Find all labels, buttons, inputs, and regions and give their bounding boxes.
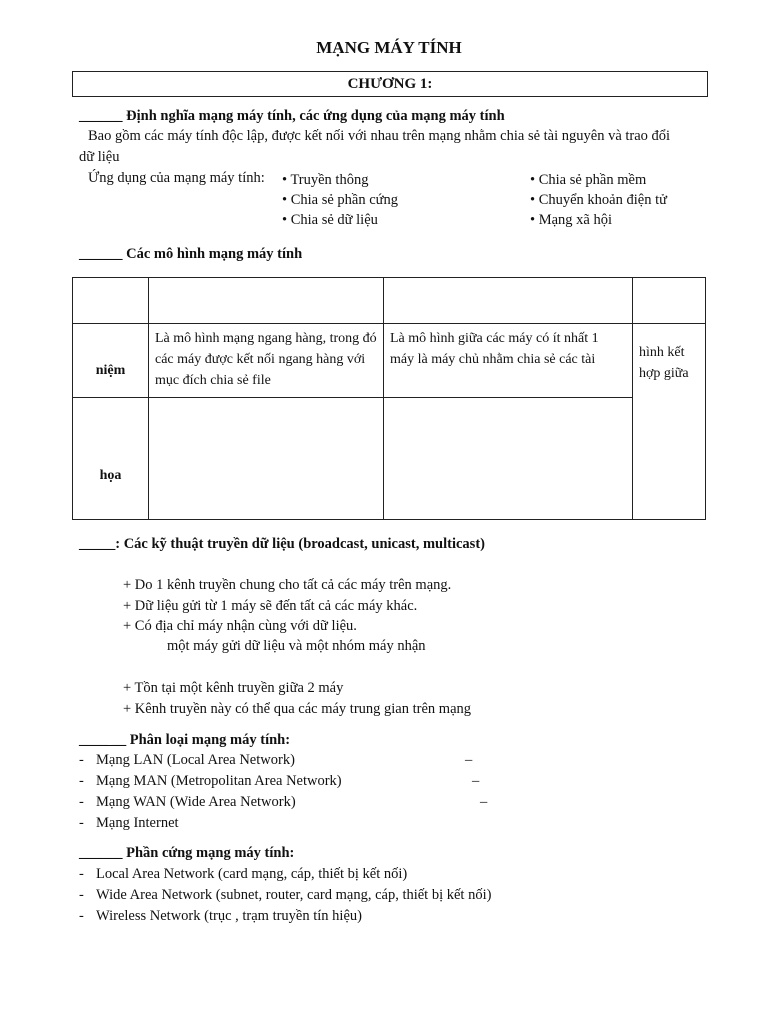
blank-line: ____ __: [79, 732, 127, 748]
unicast-line-1: + Tồn tại một kênh truyền giữa 2 máy: [123, 680, 344, 696]
cell-peer-to-peer: Là mô hình mạng ngang hàng, trong đó các máy được kết nối ngang hàng với mục đích chia sẻ file: [149, 324, 384, 398]
list-item-dash: -: [79, 815, 84, 831]
list-item-dash: -: [79, 866, 84, 882]
row-label-concept: niệm: [73, 324, 149, 398]
table-cell: [149, 398, 384, 520]
list-item-tail: –: [465, 752, 473, 768]
list-item: • Chia sẻ phần mềm: [530, 172, 647, 188]
broadcast-line-3: + Có địa chỉ máy nhận cùng với dữ liệu.: [123, 618, 357, 634]
broadcast-line-1: + Do 1 kênh truyền chung cho tất cả các máy trên mạng.: [123, 577, 452, 593]
section-2-heading: [79, 246, 302, 263]
multicast-line: một máy gửi dữ liệu và một nhóm máy nhận: [167, 638, 426, 654]
table-cell: [149, 278, 384, 324]
list-item: • Chuyển khoản điện tử: [530, 192, 667, 208]
blank-line: ______: [79, 845, 123, 861]
chapter-heading: CHƯƠNG 1:: [72, 71, 708, 97]
network-type-internet: Mạng Internet: [96, 815, 179, 831]
list-item-tail: –: [472, 773, 480, 789]
definition-line-1: Bao gồm các máy tính độc lập, được kết nối với nhau trên mạng nhằm chia sẻ tài nguyên và trao đổi: [88, 128, 671, 144]
broadcast-line-2: + Dữ liệu gửi từ 1 máy sẽ đến tất cả các máy khác.: [123, 598, 418, 614]
blank-line: ______: [79, 108, 123, 124]
hardware-wan: Wide Area Network (subnet, router, card mạng, cáp, thiết bị kết nối): [96, 887, 492, 903]
list-item: • Chia sẻ phần cứng: [282, 192, 399, 208]
hardware-wireless: Wireless Network (trục , trạm truyền tín hiệu): [96, 908, 362, 924]
list-item-dash: -: [79, 908, 84, 924]
section-3-title: : Các kỹ thuật truyền dữ liệu (broadcast, unicast, multicast): [115, 536, 485, 552]
list-item-dash: -: [79, 752, 84, 768]
table-cell: [384, 278, 633, 324]
list-item: • Chia sẻ dữ liệu: [282, 212, 378, 228]
list-item: • Mạng xã hội: [530, 212, 612, 228]
table-cell: [633, 278, 706, 324]
applications-list-1: [282, 170, 398, 230]
section-5-heading: [79, 845, 294, 862]
list-item-tail: –: [480, 794, 488, 810]
table-cell: [384, 398, 633, 520]
cell-client-server: Là mô hình giữa các máy có ít nhất 1 máy là máy chủ nhằm chia sẻ các tài: [384, 324, 633, 398]
list-item-dash: -: [79, 887, 84, 903]
network-type-wan: Mạng WAN (Wide Area Network): [96, 794, 296, 810]
blank-line: _____: [79, 536, 116, 552]
network-models-table: [72, 277, 706, 520]
section-2-title: Các mô hình mạng máy tính: [122, 246, 303, 262]
section-3-heading: [79, 536, 485, 553]
section-1-title: Định nghĩa mạng máy tính, các ứng dụng của mạng máy tính: [122, 108, 505, 124]
network-type-lan: Mạng LAN (Local Area Network): [96, 752, 295, 768]
unicast-line-2: + Kênh truyền này có thể qua các máy trung gian trên mạng: [123, 701, 471, 717]
cell-hybrid: hình kết hợp giữa: [633, 324, 706, 520]
page-title: MẠNG MÁY TÍNH: [316, 38, 462, 57]
hardware-lan: Local Area Network (card mạng, cáp, thiết bị kết nối): [96, 866, 408, 882]
list-item-dash: -: [79, 773, 84, 789]
section-5-title: Phần cứng mạng máy tính:: [122, 845, 295, 861]
table-cell: [73, 278, 149, 324]
list-item: • Truyền thông: [282, 172, 369, 188]
section-1-heading: [79, 108, 505, 125]
section-4-heading: [79, 732, 290, 749]
section-4-title: Phân loại mạng máy tính:: [126, 732, 291, 748]
row-label-illustration: họa: [73, 398, 149, 520]
blank-line: ______: [79, 246, 123, 262]
applications-list-2: [530, 170, 667, 230]
definition-line-2: dữ liệu: [79, 149, 120, 165]
list-item-dash: -: [79, 794, 84, 810]
applications-label: Ứng dụng của mạng máy tính:: [88, 170, 265, 186]
network-type-man: Mạng MAN (Metropolitan Area Network): [96, 773, 342, 789]
